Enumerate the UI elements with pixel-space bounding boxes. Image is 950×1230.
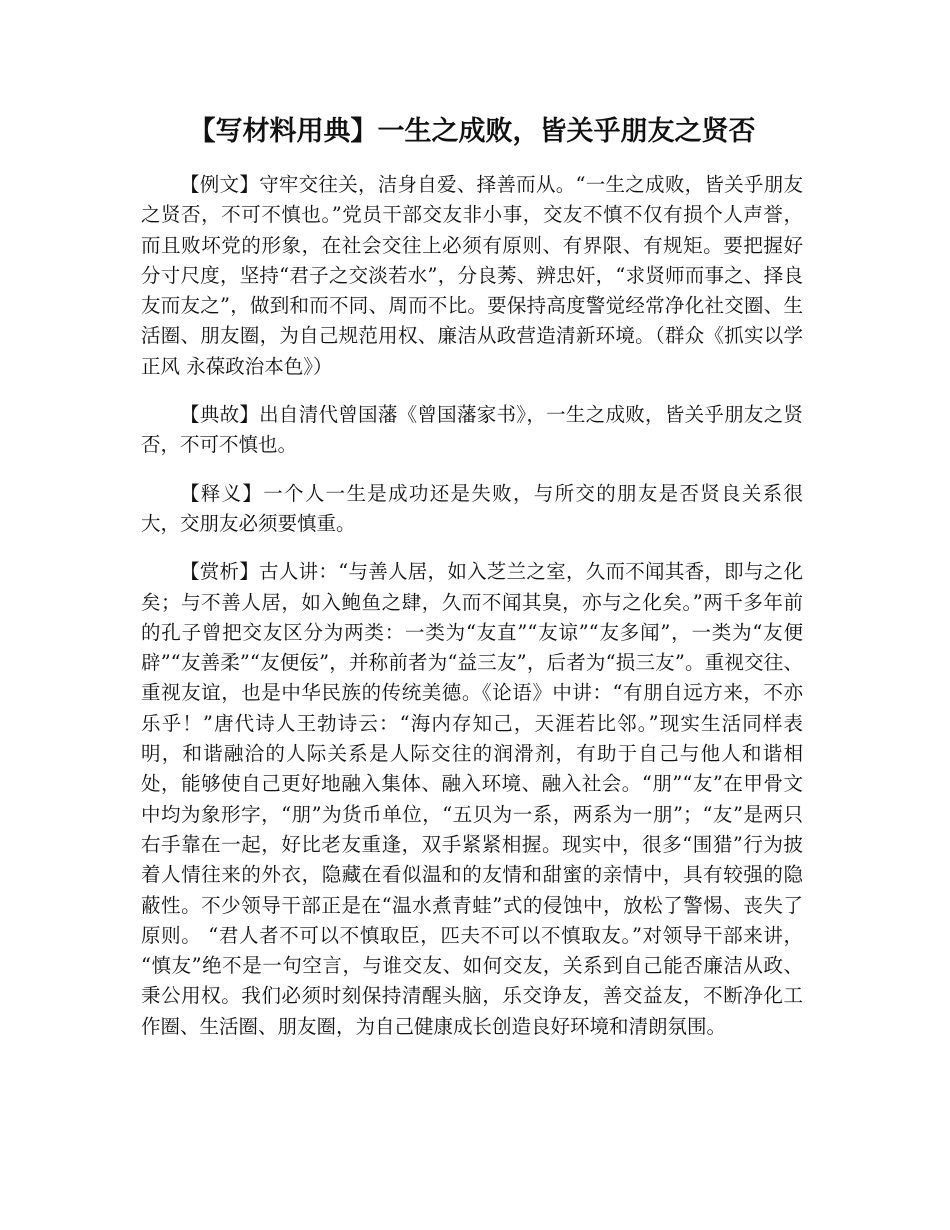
document-title: 【写材料用典】一生之成败，皆关乎朋友之贤否 [188,116,756,147]
paragraph-appreciation: 【赏析】古人讲：“与善人居，如入芝兰之室，久而不闻其香，即与之化矣；与不善人居，如入鲍鱼之肆，久而不闻其臭，亦与之化矣。”两千多年前的孔子曾把交友区分为两类：一类为“友直”“友谅”“友多闻”，一类为“友便辟”“友善柔”“友便佞”，并称前者为“益三友”，后者为“损三友”。重视交往、重视友谊，也是中华民族的传统美德。《论语》中讲：“有朋自远方来，不亦乐乎！”唐代诗人王勃诗云：“海内存知己，天涯若比邻。”现实生活同样表明，和谐融洽的人际关系是人际交往的润滑剂，有助于自己与他人和谐相处，能够使自己更好地融入集体、融入环境、融入社会。“朋”“友”在甲骨文中均为象形字，“朋”为货币单位，“五贝为一系，两系为一朋”；“友”是两只右手靠在一起，好比老友重逢，双手紧紧相握。现实中，很多“围猎”行为披着人情往来的外衣，隐藏在看似温和的友情和甜蜜的亲情中，具有较强的隐蔽性。不少领导干部正是在“温水煮青蛙”式的侵蚀中，放松了警惕、丧失了原则。 “君人者不可以不慎取臣，匹夫不可以不慎取友。”对领导干部来讲， “慎友”绝不是一句空言，与谁交友、如何交友，关系到自己能否廉洁从政、秉公用权。我们必须时刻保持清醒头脑，乐交诤友，善交益友，不断净化工作圈、生活圈、朋友圈，为自己健康成长创造良好环境和清朗氛围。 [141,560,803,1038]
paragraph-example: 【例文】守牢交往关，洁身自爱、择善而从。“一生之成败，皆关乎朋友之贤否，不可不慎也。”党员干部交友非小事，交友不慎不仅有损个人声誉，而且败坏党的形象，在社会交往上必须有原则、有界限、有规矩。要把握好分寸尺度，坚持“君子之交淡若水”，分良莠、辨忠奸，“求贤师而事之、择良友而友之”，做到和而不同、周而不比。要保持高度警觉经常净化社交圈、生活圈、朋友圈，为自己规范用权、廉洁从政营造清新环境。（群众《抓实以学正风 永葆政治本色》） [141,173,803,378]
paragraph-allusion: 【典故】出自清代曾国藩《曾国藩家书》，一生之成败，皆关乎朋友之贤否，不可不慎也。 [141,403,803,457]
paragraph-interpretation: 【释义】一个人一生是成功还是失败，与所交的朋友是否贤良关系很大，交朋友必须要慎重。 [141,481,803,535]
document-page [141,110,803,1060]
